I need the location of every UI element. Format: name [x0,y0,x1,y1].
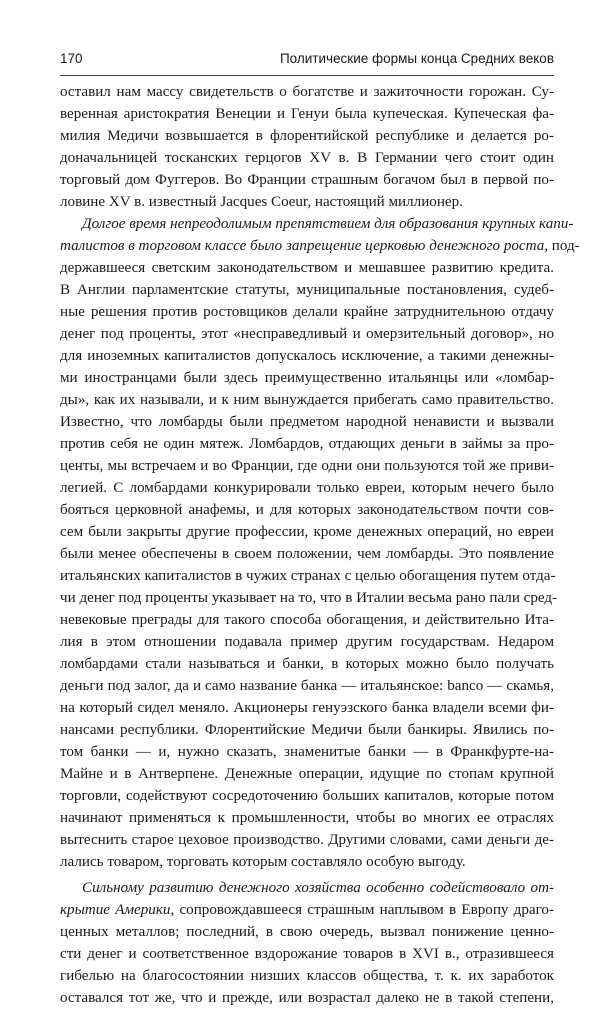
text-line: невековые преграды для такого способа обогащения, и действительно Ита- [60,612,554,628]
text-line: были менее обеспечены в своем положении, чем ломбарды. Это появление [60,546,554,562]
text-line: торговли, содействуют сосредоточению больших капиталов, которые потом [60,788,554,804]
header-rule [60,75,554,76]
text-line: сти денег и соответственное вздорожание товаров в XVI в., отразившееся [60,946,554,962]
italic-emphasis: талистов в торговом классе было запрещение церковью денежного роста [60,238,545,254]
italic-emphasis: крытие Америки [60,902,171,918]
text-line: сем были закрыты другие профессии, кроме денежных операций, но евреи [60,524,554,540]
text-line: лались товаром, торговать которым составляло особую выгоду. [60,854,466,870]
text-line: чи денег под проценты указывает на то, что в Италии весьма рано пали сред- [60,590,558,606]
text-line [60,877,554,899]
running-title: Политические формы конца Средних веков [279,51,554,66]
text-line: державшееся светским законодательством и мешавшее развитию кредита. [60,260,554,276]
body-text [60,81,580,1009]
text-line: нансами республики. Флорентийские Медичи были банкиры. Явились по- [60,722,554,738]
text-line: оставил нам массу свидетельств о богатстве и зажиточности горожан. Су- [60,84,554,100]
text-line: талистов в торговом классе было запрещение церковью денежного роста, под- [60,238,580,254]
text-line: В Англии парламентские статуты, муниципальные постановления, судеб- [60,282,554,298]
text-line: гибелью на благосостоянии низших классов общества, т. к. их заработок [60,968,554,984]
text-line: денег под проценты, этот «несправедливый и омерзительный договор», но [60,326,554,342]
text-line: бояться церковной анафемы, и для которых законодательством почти сов- [60,502,554,518]
text-line: веренная аристократия Венеции и Генуи была купеческая. Купеческая фа- [60,106,554,122]
text-line: против себя не один мятеж. Ломбардов, отдающих деньги в займы за про- [60,436,554,452]
text-line: милия Медичи возвышается в флорентийской республике и делается ро- [60,128,554,144]
text-line: лия в этом отношении подавала пример другим государствам. Недаром [60,634,554,650]
text-line: вытеснить старое цеховое производство. Другими словами, сами деньги де- [60,832,554,848]
running-header [60,46,554,72]
italic-emphasis: Сильному развитию денежного хозяйства особенно содействовало от- [82,880,554,896]
text-line: торговый дом Фуггеров. Во Франции страшным богачом был в первой по- [60,172,554,188]
text-line: ми иностранцами были здесь преимущественно итальянцы или «ломбар- [60,370,554,386]
text-line: для иноземных капиталистов допускалось исключение, а такими денежны- [60,348,554,364]
text-line: ные решения против ростовщиков делали крайне затруднительною отдачу [60,304,554,320]
text-line: том банки — и, нужно сказать, знаменитые банки — в Франкфурте-на- [60,744,554,760]
text-line: Известно, что ломбарды были предметом народной ненависти и вызвали [60,414,554,430]
text-line: центы, мы встречаем и во Франции, где одни они пользуются той же приви- [60,458,554,474]
text-line: итальянских капиталистов в чужих странах с целью обогащения путем отда- [60,568,556,584]
text-line [60,213,574,235]
text-line: ловине XV в. известный Jacques Coeur, настоящий миллионер. [60,194,463,210]
text-line: Майне и в Антверпене. Денежные операции, идущие по стопам крупной [60,766,554,782]
italic-emphasis: Долгое время непреодолимым препятствием для образования крупных капи- [82,216,574,232]
text-line: ды», как их называли, и к ним вынуждается прибегать само правительство. [60,392,554,408]
text-line: легией. С ломбардами конкурировали только евреи, которым нечего было [60,480,554,496]
text-line: ломбардами стали называться и банки, в которых можно было получать [60,656,554,672]
text-line: деньги под залог, да и само название банка — итальянское: banco — скамья, [60,678,554,694]
text-line: оставался тот же, что и прежде, или возрастал далеко не в такой степени, [60,990,554,1006]
text-line: начинают применяться к промышленности, чтобы во многих ее отраслях [60,810,554,826]
text-line: на который сидел меняло. Акционеры генуэзского банка владели всеми фи- [60,700,554,716]
text-line: доначальницей тосканских герцогов XV в. В Германии чего стоит один [60,150,554,166]
page-number: 170 [60,51,83,66]
text-line: ценных металлов; последний, в свою очередь, вызвал понижение ценно- [60,924,554,940]
text-line: крытие Америки, сопровождавшееся страшным наплывом в Европу драго- [60,902,554,918]
